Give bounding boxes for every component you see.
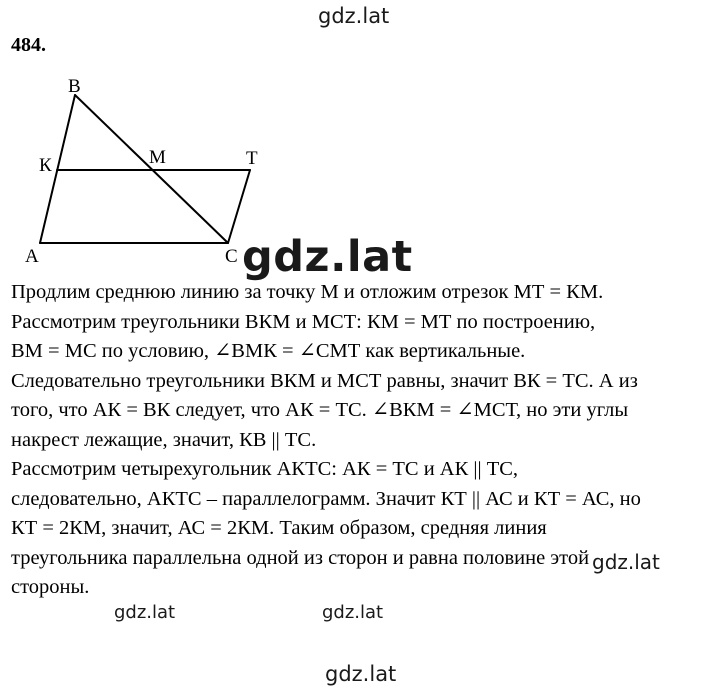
solution-line-10: треугольника параллельна одной из сторон и равна половине этой bbox=[11, 546, 590, 569]
problem-number: 484. bbox=[11, 34, 46, 56]
label-m: M bbox=[149, 147, 166, 168]
watermark-low-mid: gdz.lat bbox=[322, 602, 384, 623]
solution-line-4: Следовательно треугольники ВКМ и МСТ равны, значит ВК = ТС. А из bbox=[11, 369, 638, 392]
solution-line-5: того, что АК = ВК следует, что АК = ТС. ∠ВКМ = ∠МСТ, но эти углы bbox=[11, 399, 629, 421]
solution-line-8: следовательно, АКТС – параллелограмм. Значит КТ || АС и КТ = АС, но bbox=[11, 487, 641, 510]
solution-line-1: Продлим среднюю линию за точку М и отложим отрезок МТ = КМ. bbox=[11, 281, 604, 303]
label-c: C bbox=[225, 246, 238, 267]
watermark-center: gdz.lat bbox=[242, 232, 413, 282]
solution-line-2: Рассмотрим треугольники ВКМ и МСТ: КМ = МТ по построению, bbox=[11, 310, 596, 333]
watermark-top: gdz.lat bbox=[318, 4, 390, 28]
label-a: A bbox=[25, 246, 39, 267]
watermark-low-left: gdz.lat bbox=[114, 602, 176, 623]
solution-line-6: накрест лежащие, значит, КВ || ТС. bbox=[11, 428, 317, 451]
label-t: T bbox=[246, 148, 258, 169]
watermark-mid-right: gdz.lat bbox=[592, 550, 660, 574]
watermark-bottom: gdz.lat bbox=[325, 662, 397, 686]
solution-line-7: Рассмотрим четырехугольник АКТС: АК = ТС и АК || ТС, bbox=[11, 458, 519, 480]
solution-line-3: ВМ = МС по условию, ∠ВМК = ∠СМТ как вертикальные. bbox=[11, 340, 526, 362]
label-b: B bbox=[68, 76, 81, 97]
solution-line-9: КТ = 2КМ, значит, АС = 2КМ. Таким образом, средняя линия bbox=[11, 517, 547, 539]
solution-line-11: стороны. bbox=[11, 576, 90, 598]
label-k: К bbox=[39, 155, 52, 176]
